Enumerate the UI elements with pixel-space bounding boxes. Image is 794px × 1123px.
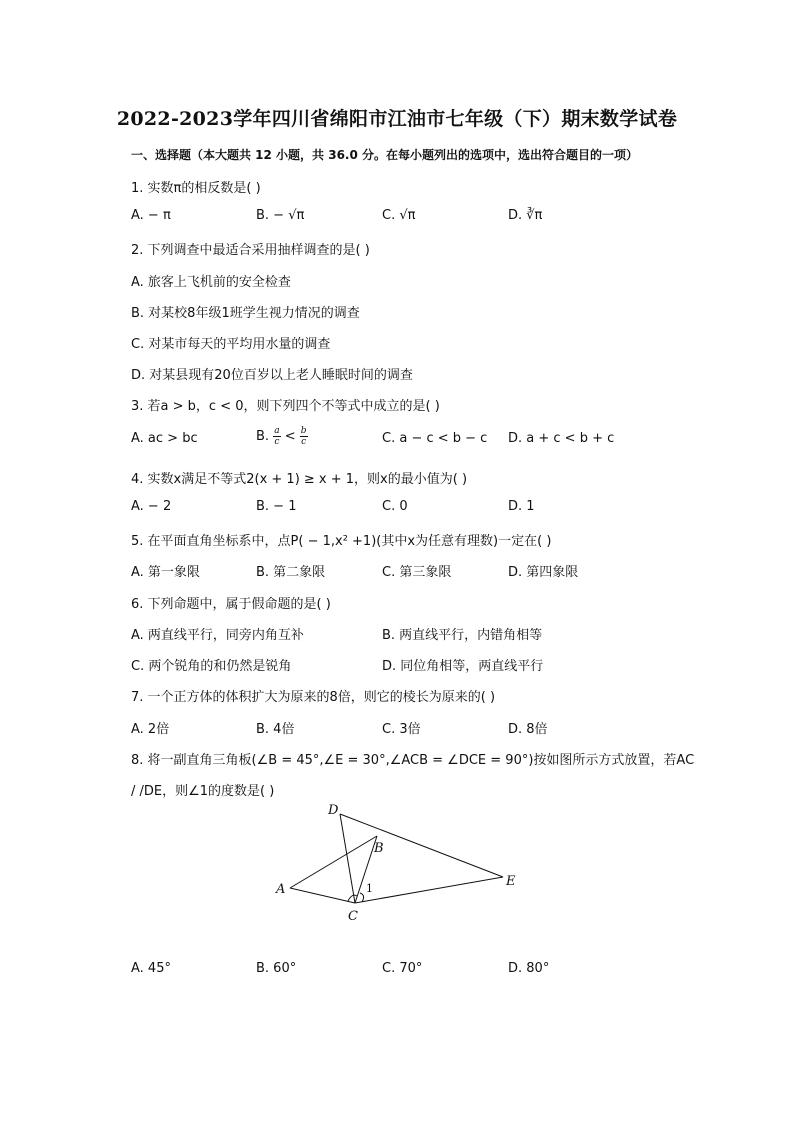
q1-option-c[interactable]: C. √π [382, 208, 416, 223]
q3-option-d[interactable]: D. a + c < b + c [508, 431, 615, 446]
q7-option-c[interactable]: C. 3倍 [382, 722, 421, 737]
q5-option-c[interactable]: C. 第三象限 [382, 565, 452, 580]
less-than-sign: < [284, 429, 296, 444]
fraction-b-over-c: $\frac{b}{c}$ [300, 426, 307, 447]
label-angle-1: 1 [366, 882, 373, 895]
q5-option-a[interactable]: A. 第一象限 [131, 565, 200, 580]
question-6-stem: 6. 下列命题中，属于假命题的是( ) [131, 597, 331, 612]
q4-option-d[interactable]: D. 1 [508, 499, 535, 514]
q7-option-d[interactable]: D. 8倍 [508, 722, 548, 737]
q8-option-b[interactable]: B. 60° [256, 961, 297, 976]
question-8-stem-line-2: / /DE，则∠1的度数是( ) [131, 784, 275, 799]
angle-1-arc [360, 893, 364, 902]
segment-dc [340, 814, 355, 903]
triangle-figure [270, 800, 520, 925]
label-a: A [276, 882, 286, 897]
label-d: D [328, 803, 339, 818]
q3-option-b[interactable] [256, 426, 308, 447]
q2-option-b[interactable]: B. 对某校8年级1班学生视力情况的调查 [131, 306, 360, 321]
q2-option-d[interactable]: D. 对某县现有20位百岁以上老人睡眠时间的调查 [131, 368, 413, 383]
q4-option-b[interactable]: B. − 1 [256, 499, 297, 514]
q7-option-a[interactable]: A. 2倍 [131, 722, 170, 737]
label-c: C [348, 909, 358, 924]
q3-option-b-label: B. [256, 429, 270, 444]
q6-option-d[interactable]: D. 同位角相等，两直线平行 [382, 659, 544, 674]
q2-option-a[interactable]: A. 旅客上飞机前的安全检查 [131, 275, 291, 290]
question-2-stem: 2. 下列调查中最适合采用抽样调查的是( ) [131, 243, 370, 258]
q2-option-c[interactable]: C. 对某市每天的平均用水量的调查 [131, 337, 331, 352]
segment-ce [355, 877, 503, 903]
question-4-stem: 4. 实数x满足不等式2(x + 1) ≥ x + 1，则x的最小值为( ) [131, 472, 468, 487]
q8-option-d[interactable]: D. 80° [508, 961, 550, 976]
q1-option-a[interactable]: A. − π [131, 208, 171, 223]
q5-option-d[interactable]: D. 第四象限 [508, 565, 579, 580]
q8-option-c[interactable]: C. 70° [382, 961, 423, 976]
q6-option-c[interactable]: C. 两个锐角的和仍然是锐角 [131, 659, 292, 674]
q5-option-b[interactable]: B. 第二象限 [256, 565, 326, 580]
section-heading: 一、选择题（本大题共 12 小题，共 36.0 分。在每小题列出的选项中，选出符合题目的一项） [131, 148, 639, 162]
q6-option-b[interactable]: B. 两直线平行，内错角相等 [382, 628, 543, 643]
question-7-stem: 7. 一个正方体的体积扩大为原来的8倍，则它的棱长为原来的( ) [131, 690, 496, 705]
label-b: B [374, 841, 384, 856]
q1-option-b[interactable]: B. − √π [256, 208, 305, 223]
fraction-a-over-c: $\frac{a}{c}$ [274, 426, 280, 447]
q7-option-b[interactable]: B. 4倍 [256, 722, 295, 737]
segment-ab [290, 836, 377, 888]
q3-option-c[interactable]: C. a − c < b − c [382, 431, 488, 446]
question-3-stem: 3. 若a > b，c < 0，则下列四个不等式中成立的是( ) [131, 399, 440, 414]
q1-option-d[interactable]: D. ∛π [508, 208, 543, 223]
q8-option-a[interactable]: A. 45° [131, 961, 171, 976]
question-8-stem-line-1: 8. 将一副直角三角板(∠B = 45°,∠E = 30°,∠ACB = ∠DCE = 90°)按如图所示方式放置，若AC [131, 753, 695, 768]
page-title: 2022-2023学年四川省绵阳市江油市七年级（下）期末数学试卷 [116, 108, 678, 130]
question-5-stem: 5. 在平面直角坐标系中，点P( − 1,x² +1)(其中x为任意有理数)一定在( ) [131, 534, 552, 549]
q3-option-a[interactable]: A. ac > bc [131, 431, 198, 446]
q4-option-c[interactable]: C. 0 [382, 499, 408, 514]
label-e: E [506, 874, 516, 889]
segment-ac [290, 888, 355, 903]
q4-option-a[interactable]: A. − 2 [131, 499, 172, 514]
segment-de [340, 814, 503, 877]
question-1-stem: 1. 实数π的相反数是( ) [131, 181, 261, 196]
q6-option-a[interactable]: A. 两直线平行，同旁内角互补 [131, 628, 304, 643]
